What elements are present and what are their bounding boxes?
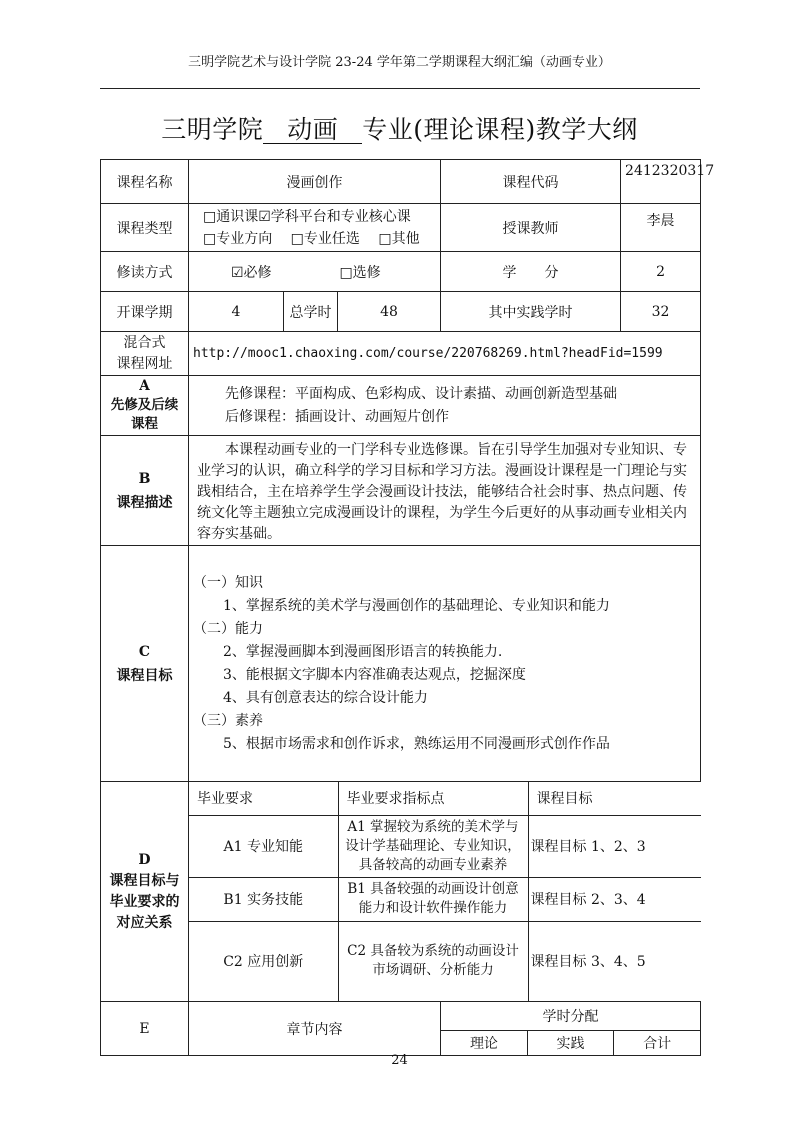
hours-subheaders [441, 1031, 701, 1056]
title-major: 动画 [263, 117, 362, 144]
section-d-label-line-2: 毕业要求的 [109, 893, 180, 910]
practice-hours-value: 32 [621, 292, 701, 332]
goal-line: （一）知识 [193, 574, 263, 591]
goal-line: 1、掌握系统的美术学与漫画创作的基础理论、专业知识和能力 [223, 597, 610, 614]
theory-hours-header: 理论 [441, 1031, 527, 1055]
section-b-content [189, 436, 701, 546]
course-code-label: 课程代码 [441, 160, 621, 204]
teacher-value: 李晨 [621, 204, 701, 252]
header-course-goal: 课程目标 [528, 782, 701, 815]
goal-line: 4、具有创意表达的综合设计能力 [223, 689, 428, 706]
section-a-letter: A [139, 378, 150, 394]
elective-option: □选修 [339, 264, 381, 281]
section-c-row [101, 546, 701, 782]
goal-line: （三）素养 [193, 712, 263, 729]
page-number: 24 [391, 1053, 408, 1068]
credit-label: 学 分 [441, 252, 621, 292]
requirement-course-goal: 课程目标 3、4、5 [528, 921, 701, 1001]
header-graduation-requirement: 毕业要求 [189, 782, 338, 815]
syllabus-table [100, 159, 715, 1056]
course-type-line-1: □通识课☑学科平台和专业核心课 [203, 208, 411, 225]
course-description: 本课程动画专业的一门学科专业选修课。旨在引导学生加强对专业知识、专业学习的认识，确立科学的学习目标和学习方法。漫画设计课程是一门理论与实践相结合，主在培养学生学会漫画设计技法，能够结合社会时事、热点问题、传统文化等主题独立完成漫画设计的课程，为学生今后更好的从事动画专业相关内容夯实基础。 [197, 442, 687, 542]
section-d-label-line-3: 对应关系 [116, 914, 173, 931]
course-url-label [101, 332, 189, 376]
requirement-name: A1 专业知能 [189, 815, 338, 877]
section-c-content [189, 546, 701, 782]
row-course-name [101, 160, 701, 204]
hours-subheader-table [441, 1031, 700, 1055]
practice-hours-header: 实践 [527, 1031, 613, 1055]
course-type-options [189, 204, 441, 252]
course-name-label: 课程名称 [101, 160, 189, 204]
section-a-label-line-1: 先修及后续 [110, 397, 179, 413]
title-suffix: 专业(理论课程)教学大纲 [362, 115, 638, 144]
goal-line: （二）能力 [193, 620, 263, 637]
graduation-requirements-table [189, 782, 701, 1001]
course-url-value: http://mooc1.chaoxing.com/course/220768269.html?headFid=1599 [189, 332, 701, 376]
requirement-name: C2 应用创新 [189, 921, 338, 1001]
credit-value: 2 [621, 252, 701, 292]
teacher-label: 授课教师 [441, 204, 621, 252]
row-course-url [101, 332, 701, 376]
section-b-letter: B [138, 470, 151, 487]
requirement-course-goal: 课程目标 2、3、4 [528, 877, 701, 921]
study-mode-options [189, 252, 441, 292]
semester-value: 4 [189, 292, 284, 332]
course-code-value: 2412320317 [621, 160, 701, 204]
section-c-label-text: 课程目标 [116, 667, 173, 684]
course-type-line-2: □专业方向 □专业任选 □其他 [203, 230, 420, 247]
required-option: ☑必修 [231, 264, 272, 281]
requirement-course-goal: 课程目标 1、2、3 [528, 815, 701, 877]
follow-up-courses: 后修课程：插画设计、动画短片创作 [225, 408, 449, 425]
requirement-indicator: C2 具备较为系统的动画设计市场调研、分析能力 [338, 921, 528, 1001]
requirement-row [189, 815, 701, 877]
requirement-indicator: B1 具备较强的动画设计创意能力和设计软件操作能力 [338, 877, 528, 921]
requirement-name: B1 实务技能 [189, 877, 338, 921]
requirement-row [189, 877, 701, 921]
hours-allocation-header: 学时分配 [441, 1002, 701, 1031]
total-hours-value: 48 [338, 292, 441, 332]
total-hours-header: 合计 [643, 1036, 672, 1052]
prerequisite-courses: 先修课程：平面构成、色彩构成、设计素描、动画创新造型基础 [225, 385, 617, 402]
section-c-label [101, 546, 189, 782]
goal-line: 2、掌握漫画脚本到漫画图形语言的转换能力. [223, 643, 503, 660]
section-a-content [189, 376, 701, 436]
requirement-row [189, 921, 701, 1001]
study-mode-label: 修读方式 [101, 252, 189, 292]
goal-line: 5、根据市场需求和创作诉求，熟练运用不同漫画形式创作作品 [223, 735, 610, 752]
section-d-label-line-1: 课程目标与 [109, 872, 180, 889]
section-d-content [189, 782, 701, 1002]
section-d-row [101, 782, 701, 1002]
section-a-label-line-2: 课程 [131, 416, 158, 432]
document-title [0, 110, 799, 146]
practice-hours-label: 其中实践学时 [441, 292, 621, 332]
section-d-label [101, 782, 189, 1002]
section-a-label [101, 376, 189, 436]
section-d-letter: D [138, 851, 151, 868]
section-a-row [101, 376, 701, 436]
requirement-indicator: A1 掌握较为系统的美术学与设计学基础理论、专业知识，具备较高的动画专业素养 [338, 815, 528, 877]
course-url-label-line-1: 混合式 [123, 334, 166, 351]
total-hours-label: 总学时 [284, 292, 338, 332]
section-e-letter: E [101, 1002, 189, 1056]
section-c-letter: C [138, 643, 151, 660]
row-semester [101, 292, 701, 332]
course-name-value: 漫画创作 [189, 160, 441, 204]
row-study-mode [101, 252, 701, 292]
row-course-type [101, 204, 701, 252]
section-e-header-row [101, 1002, 701, 1031]
course-url-label-line-2: 课程网址 [116, 355, 173, 372]
section-b-label-text: 课程描述 [116, 494, 173, 511]
goal-line: 3、能根据文字脚本内容准确表达观点，挖掘深度 [223, 666, 526, 683]
section-b-row [101, 436, 701, 546]
semester-label: 开课学期 [101, 292, 189, 332]
page-header: 三明学院艺术与设计学院 23-24 学年第二学期课程大纲汇编（动画专业） [188, 55, 611, 70]
header-divider [100, 88, 700, 89]
course-type-label: 课程类型 [101, 204, 189, 252]
title-prefix: 三明学院 [161, 115, 264, 144]
section-b-label [101, 436, 189, 546]
header-indicator-point: 毕业要求指标点 [338, 782, 528, 815]
requirements-header-row [189, 782, 701, 815]
chapter-content-header: 章节内容 [189, 1002, 441, 1056]
